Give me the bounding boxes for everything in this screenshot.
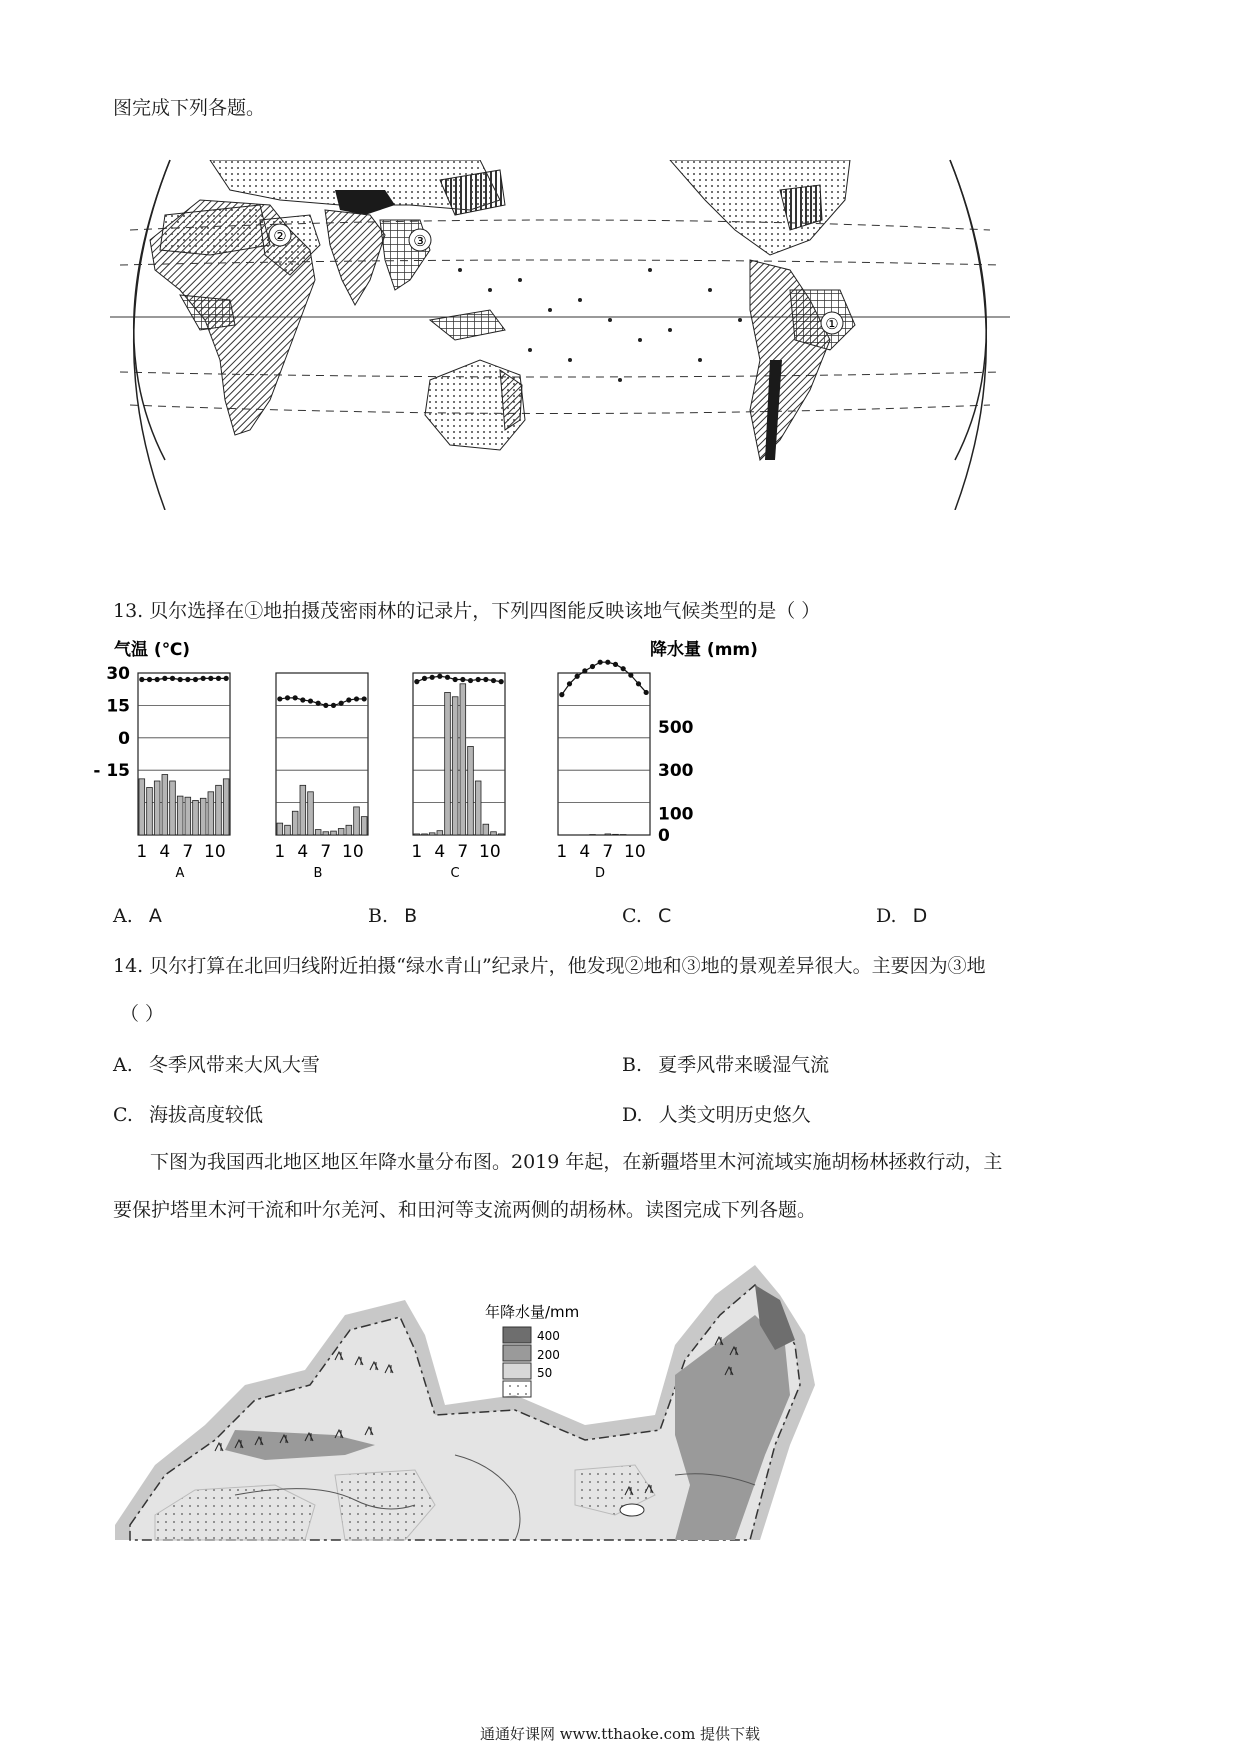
precip-bar bbox=[292, 811, 298, 835]
precip-bar bbox=[200, 798, 206, 835]
precip-bar bbox=[277, 823, 283, 835]
temp-point bbox=[453, 677, 458, 682]
temp-point bbox=[575, 674, 580, 679]
precip-bar bbox=[468, 746, 474, 835]
precip-bar bbox=[613, 834, 619, 835]
precip-bar bbox=[177, 796, 183, 835]
temp-point bbox=[316, 701, 321, 706]
precip-bar bbox=[414, 834, 420, 835]
precip-bar bbox=[429, 833, 435, 835]
temp-point bbox=[422, 676, 427, 681]
option-letter: A. bbox=[113, 905, 133, 927]
precip-bar bbox=[162, 775, 168, 835]
precip-bar bbox=[338, 829, 344, 835]
chart-label: C bbox=[450, 866, 460, 881]
option-letter: B. bbox=[622, 1054, 643, 1076]
temp-point bbox=[483, 677, 488, 682]
temp-point bbox=[147, 677, 152, 682]
right-tick-label: 500 bbox=[658, 718, 694, 738]
temp-point bbox=[636, 681, 641, 686]
temp-point bbox=[430, 675, 435, 680]
q13-stem: 13. 贝尔选择在①地拍摄茂密雨林的记录片，下列四图能反映该地气候类型的是（ ） bbox=[113, 600, 821, 622]
precip-bar bbox=[452, 697, 458, 835]
svg-text:②: ② bbox=[273, 227, 287, 245]
chart-label: A bbox=[175, 866, 185, 881]
q13-option-c[interactable] bbox=[622, 905, 671, 927]
temp-point bbox=[582, 668, 587, 673]
intro-text: 图完成下列各题。 bbox=[113, 97, 266, 119]
month-tick-label: 7 bbox=[182, 842, 194, 862]
temp-point bbox=[339, 701, 344, 706]
precip-bar bbox=[346, 825, 352, 835]
precip-bar bbox=[139, 779, 145, 835]
legend-label-200: 200 bbox=[537, 1348, 560, 1362]
climate-chart-a bbox=[136, 673, 230, 881]
temp-point bbox=[414, 679, 419, 684]
precip-bar bbox=[193, 800, 199, 835]
legend-title: 年降水量/mm bbox=[485, 1303, 580, 1321]
month-tick-label: 4 bbox=[297, 842, 309, 862]
precip-bar bbox=[170, 781, 176, 835]
option-text: 夏季风带来暖湿气流 bbox=[658, 1054, 830, 1076]
chart-label: B bbox=[313, 866, 323, 881]
option-letter: B. bbox=[368, 905, 389, 927]
temp-point bbox=[460, 677, 465, 682]
precip-bar bbox=[315, 830, 321, 835]
month-tick-label: 1 bbox=[274, 842, 286, 862]
temp-point bbox=[590, 664, 595, 669]
legend-label-50: 50 bbox=[537, 1366, 553, 1380]
q13-option-b[interactable] bbox=[368, 905, 417, 927]
option-letter: C. bbox=[113, 1104, 133, 1126]
chart-frame bbox=[558, 673, 650, 835]
passage-line-1: 下图为我国西北地区地区年降水量分布图。2019 年起，在新疆塔里木河流域实施胡杨林拯救行动，主 bbox=[150, 1151, 1003, 1173]
precip-bar bbox=[323, 832, 329, 835]
month-tick-label: 1 bbox=[136, 842, 148, 862]
left-tick-label: 15 bbox=[106, 696, 130, 717]
temp-point bbox=[170, 676, 175, 681]
temp-point bbox=[354, 696, 359, 701]
temp-point bbox=[323, 703, 328, 708]
precip-bar bbox=[422, 834, 428, 835]
precip-bar bbox=[223, 779, 229, 835]
world-map bbox=[110, 160, 1010, 510]
temp-point bbox=[162, 676, 167, 681]
precip-bar bbox=[460, 684, 466, 835]
temp-point bbox=[216, 676, 221, 681]
temp-point bbox=[224, 676, 229, 681]
precip-bar bbox=[437, 831, 443, 835]
month-tick-label: 1 bbox=[556, 842, 568, 862]
temp-point bbox=[598, 660, 603, 665]
temp-point bbox=[178, 677, 183, 682]
temp-point bbox=[201, 676, 206, 681]
right-axis-title: 降水量 (mm) bbox=[650, 640, 758, 660]
climate-chart-d bbox=[556, 660, 650, 881]
month-tick-label: 10 bbox=[204, 842, 226, 862]
q14-option-a[interactable] bbox=[113, 1050, 320, 1077]
temp-point bbox=[277, 696, 282, 701]
legend-label-400: 400 bbox=[537, 1329, 560, 1343]
month-tick-label: 4 bbox=[434, 842, 446, 862]
precip-bar bbox=[331, 831, 337, 835]
temp-point bbox=[293, 695, 298, 700]
precip-bar bbox=[216, 785, 222, 835]
q14-paren: （ ） bbox=[120, 1003, 165, 1025]
option-letter: C. bbox=[622, 905, 642, 927]
temp-point bbox=[193, 677, 198, 682]
q13-option-d[interactable] bbox=[876, 905, 927, 927]
option-text: B bbox=[404, 905, 418, 927]
precip-bar bbox=[208, 792, 214, 835]
month-tick-label: 4 bbox=[159, 842, 171, 862]
passage-line-2: 要保护塔里木河干流和叶尔羌河、和田河等支流两侧的胡杨林。读图完成下列各题。 bbox=[113, 1199, 817, 1221]
precip-bar bbox=[308, 792, 314, 835]
temp-point bbox=[308, 698, 313, 703]
precip-bar bbox=[483, 824, 489, 835]
month-tick-label: 10 bbox=[479, 842, 501, 862]
precip-bar bbox=[445, 692, 451, 835]
temp-point bbox=[437, 674, 442, 679]
left-tick-label: 0 bbox=[118, 728, 130, 749]
temp-point bbox=[208, 676, 213, 681]
temp-point bbox=[300, 697, 305, 702]
temp-point bbox=[567, 681, 572, 686]
nw-precipitation-map bbox=[115, 1255, 905, 1540]
month-tick-label: 7 bbox=[320, 842, 332, 862]
precip-bar bbox=[361, 817, 367, 835]
svg-text:③: ③ bbox=[413, 232, 427, 250]
precip-bar bbox=[285, 825, 291, 835]
precip-bar bbox=[300, 785, 306, 835]
page-footer: 通通好课网 www.tthaoke.com 提供下载 bbox=[479, 1725, 761, 1743]
month-tick-label: 10 bbox=[624, 842, 646, 862]
precip-bar bbox=[147, 787, 153, 835]
temp-point bbox=[628, 673, 633, 678]
q14-option-c[interactable] bbox=[113, 1100, 263, 1127]
month-tick-label: 4 bbox=[579, 842, 591, 862]
temp-point bbox=[346, 697, 351, 702]
option-text: 海拔高度较低 bbox=[148, 1104, 263, 1126]
marker-2 bbox=[269, 224, 291, 246]
option-letter: A. bbox=[113, 1054, 133, 1076]
temp-point bbox=[644, 690, 649, 695]
temp-point bbox=[499, 679, 504, 684]
right-tick-label: 300 bbox=[658, 761, 694, 782]
temp-point bbox=[331, 703, 336, 708]
temp-point bbox=[491, 678, 496, 683]
left-tick-label: 30 bbox=[106, 664, 130, 684]
q14-option-b[interactable] bbox=[622, 1050, 829, 1077]
temp-point bbox=[621, 666, 626, 671]
option-text: A bbox=[148, 905, 162, 927]
precip-bar bbox=[354, 807, 360, 835]
precip-bar bbox=[605, 834, 611, 835]
option-text: C bbox=[657, 905, 672, 927]
q14-stem: 14. 贝尔打算在北回归线附近拍摄“绿水青山”纪录片，他发现②地和③地的景观差异很大。主要因为③地 bbox=[113, 955, 986, 977]
month-tick-label: 7 bbox=[457, 842, 469, 862]
climate-charts bbox=[93, 635, 820, 885]
option-text: 冬季风带来大风大雪 bbox=[148, 1054, 320, 1076]
chart-label: D bbox=[594, 866, 606, 881]
precip-bar bbox=[475, 781, 481, 835]
climate-chart-c bbox=[411, 673, 505, 881]
month-tick-label: 1 bbox=[411, 842, 423, 862]
temp-point bbox=[476, 677, 481, 682]
temp-point bbox=[285, 695, 290, 700]
option-letter: D. bbox=[876, 905, 897, 927]
right-tick-label: 100 bbox=[658, 804, 694, 825]
temp-point bbox=[468, 678, 473, 683]
precip-bar bbox=[498, 834, 504, 835]
marker-3 bbox=[409, 229, 431, 251]
month-tick-label: 7 bbox=[602, 842, 614, 862]
option-text: 人类文明历史悠久 bbox=[658, 1104, 811, 1126]
climate-chart-b bbox=[274, 673, 368, 881]
temp-point bbox=[362, 696, 367, 701]
month-tick-label: 10 bbox=[342, 842, 364, 862]
temp-point bbox=[185, 677, 190, 682]
option-letter: D. bbox=[622, 1104, 643, 1126]
temp-point bbox=[139, 677, 144, 682]
q13-option-a[interactable] bbox=[113, 905, 162, 927]
precip-bar bbox=[185, 797, 191, 835]
precip-bar bbox=[154, 781, 160, 835]
temp-point bbox=[559, 692, 564, 697]
temp-point bbox=[445, 675, 450, 680]
marker-1 bbox=[821, 312, 843, 334]
option-text: D bbox=[912, 905, 928, 927]
left-axis-title: 气温 (℃) bbox=[114, 640, 191, 660]
temp-point bbox=[613, 662, 618, 667]
temp-point bbox=[605, 660, 610, 665]
left-tick-label: - 15 bbox=[93, 761, 130, 782]
chart-frame bbox=[413, 673, 505, 835]
right-tick-label: 0 bbox=[658, 826, 670, 846]
svg-text:①: ① bbox=[825, 315, 839, 333]
q14-option-d[interactable] bbox=[622, 1100, 811, 1127]
temp-point bbox=[155, 677, 160, 682]
precip-bar bbox=[491, 832, 497, 835]
